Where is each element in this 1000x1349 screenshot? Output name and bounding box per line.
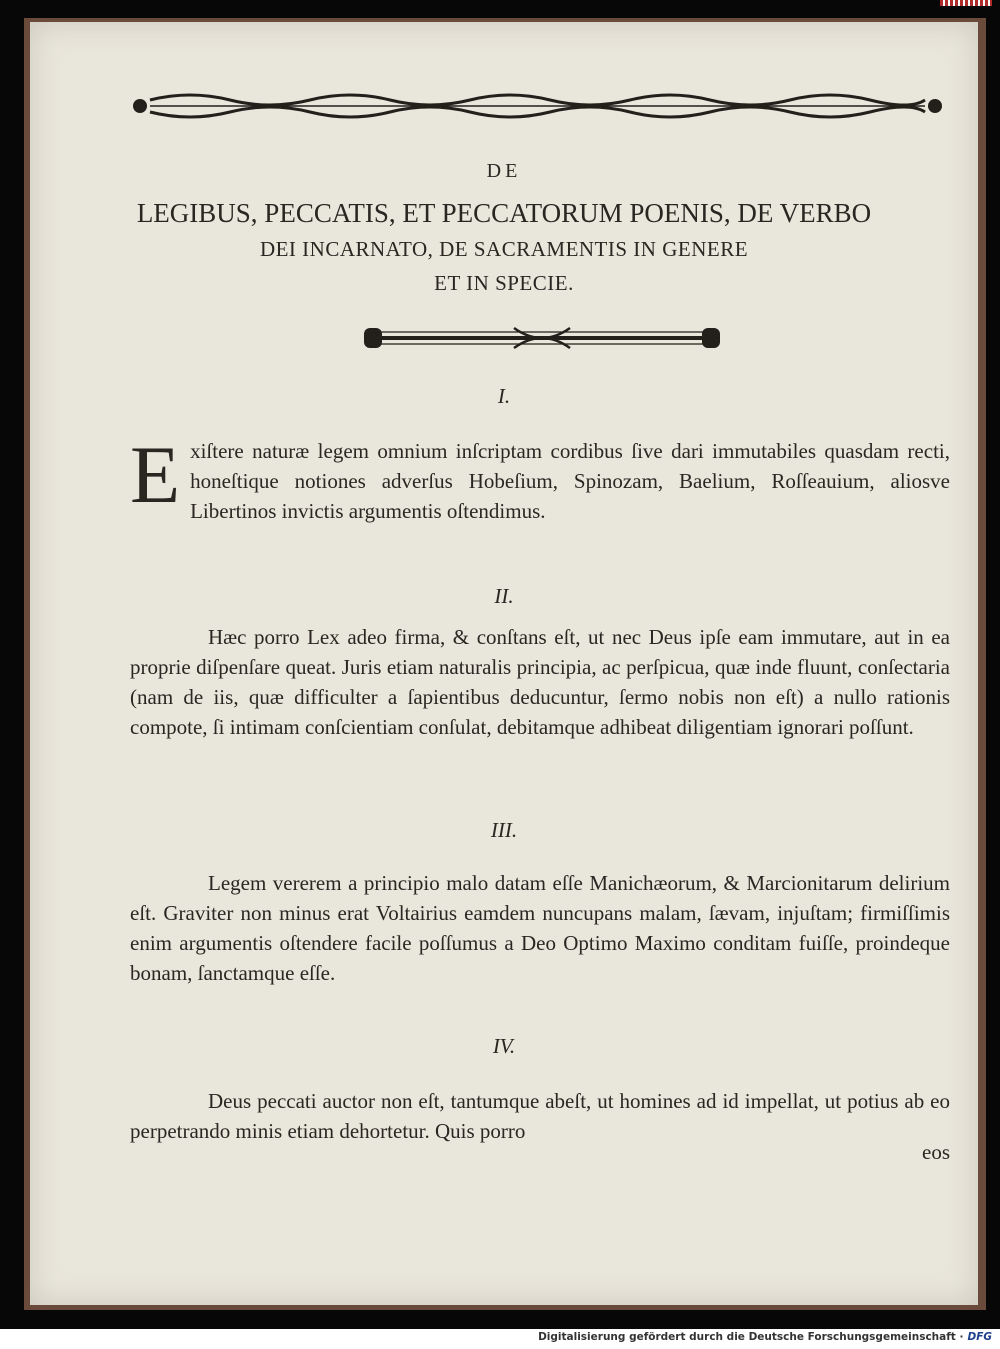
ornament-top-icon: [130, 90, 945, 122]
section-numeral-1: I.: [497, 384, 511, 408]
footer-credit: [538, 1331, 992, 1343]
section-2-paragraph: Hæc porro Lex adeo firma, & conſtans eſt, ut nec Deus ipſe eam immutare, aut in ea proprie diſpenſare queat. Juris etiam naturalis principia, ac perſpicua, quæ inde fluunt, conſectaria (nam de iis, quæ difficulter a ſapientibus deducuntur, ſermo nobis non eſt) a nullo rationis compote, ſi intimam conſcientiam conſulat, debitamque adhibeat diligentiam ignorari poſſunt.: [130, 625, 950, 739]
section-numeral-3: III.: [490, 818, 518, 842]
document-page: [30, 22, 978, 1305]
section-1-text: xiſtere naturæ legem omnium inſcriptam cordibus ſive dari immutabiles quasdam recti, honeſtique notiones adverſus Hobeſium, Spinozam, Baelium, Roſſeauium, aliosve Libertinos invictis argumentis oſtendimus.: [190, 439, 950, 523]
dfg-logo-icon: DFG: [967, 1331, 992, 1343]
ornament-divider-icon: [364, 324, 720, 352]
color-calibration-strip: [940, 0, 992, 6]
footer-credit-text: Digitalisierung gefördert durch die Deutsche Forschungsgemeinschaft ·: [538, 1331, 964, 1343]
catchword: eos: [922, 1140, 950, 1164]
heading-de: DE: [486, 160, 522, 182]
section-numeral-2: II.: [494, 584, 514, 608]
section-4-paragraph: Deus peccati auctor non eſt, tantumque abeſt, ut homines ad id impellat, ut potius ab eo perpetrando minis etiam dehortetur. Quis porro: [130, 1089, 950, 1143]
heading-line-2: DEI INCARNATO, DE SACRAMENTIS IN GENERE: [259, 237, 749, 261]
drop-cap: E: [130, 429, 181, 520]
section-numeral-4: IV.: [492, 1034, 516, 1058]
heading-line-3: ET IN SPECIE.: [434, 271, 574, 295]
section-3-paragraph: Legem vererem a principio malo datam eſſe Manichæorum, & Marcionitarum delirium eſt. Graviter non minus erat Voltairius eamdem nuncupans malam, ſævam, injuſtam; firmiſſimis enim argumentis oſtendere facile poſſumus a Deo Optimo Maximo conditam fuiſſe, proindeque bonam, ſanctamque eſſe.: [130, 871, 950, 985]
section-1-paragraph: [130, 429, 950, 526]
heading-line-1: LEGIBUS, PECCATIS, ET PECCATORUM POENIS, DE VERBO: [136, 198, 872, 228]
